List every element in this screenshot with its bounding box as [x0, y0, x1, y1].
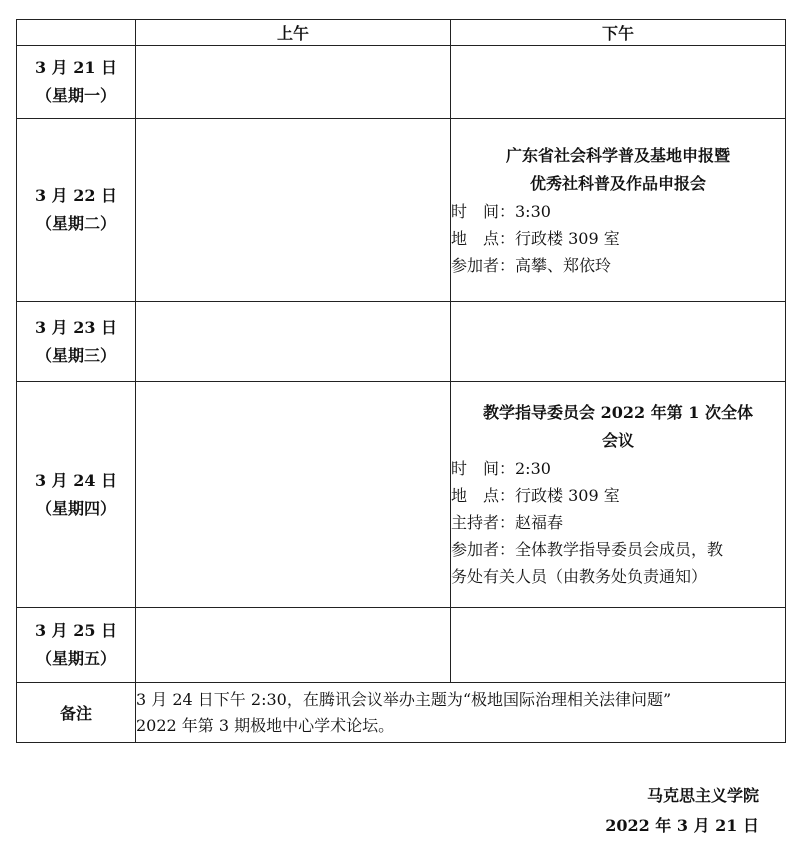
morning-cell	[136, 382, 451, 608]
day-date: 3 月 24 日	[34, 470, 118, 490]
day-label	[17, 608, 136, 683]
signature-block	[605, 781, 759, 841]
day-row-thursday	[17, 382, 786, 608]
event-title: 广东省社会科学普及基地申报暨	[505, 145, 730, 165]
event-title: 优秀社科普及作品申报会	[529, 173, 706, 193]
afternoon-cell	[451, 382, 786, 608]
day-row-friday	[17, 608, 786, 683]
afternoon-cell	[451, 119, 786, 302]
day-date: 3 月 21 日	[34, 58, 118, 77]
header-morning: 上午	[136, 20, 451, 46]
header-row	[17, 20, 786, 46]
day-label	[17, 119, 136, 302]
day-label	[17, 46, 136, 119]
event-title: 会议	[601, 431, 634, 450]
event-attendees: 务处有关人员（由教务处负责通知）	[451, 567, 708, 586]
morning-cell	[136, 608, 451, 683]
day-weekday: （星期一）	[35, 86, 116, 105]
event-place: 地 点：行政楼 309 室	[451, 228, 620, 248]
event-time: 时 间：2:30	[451, 459, 551, 478]
day-label	[17, 382, 136, 608]
header-afternoon: 下午	[451, 20, 786, 46]
signature-date: 2022 年 3 月 21 日	[605, 816, 759, 835]
notes-label: 备注	[17, 683, 136, 743]
day-label	[17, 302, 136, 382]
event-attendees: 参加者：高攀、郑依玲	[451, 255, 612, 275]
event-place: 地 点：行政楼 309 室	[451, 486, 620, 505]
afternoon-cell	[451, 608, 786, 683]
day-weekday: （星期三）	[35, 345, 116, 365]
header-blank	[17, 20, 136, 46]
event-host: 主持者：赵福春	[451, 513, 564, 532]
afternoon-cell	[451, 46, 786, 119]
day-weekday: （星期四）	[35, 498, 116, 518]
day-row-monday	[17, 46, 786, 119]
event-title: 教学指导委员会 2022 年第 1 次全体	[483, 403, 753, 422]
day-row-wednesday	[17, 302, 786, 382]
notes-line: 2022 年第 3 期极地中心学术论坛。	[136, 715, 395, 735]
day-date: 3 月 23 日	[34, 317, 118, 337]
morning-cell	[136, 302, 451, 382]
notes-row	[17, 683, 786, 743]
signature-org: 马克思主义学院	[646, 786, 759, 805]
day-weekday: （星期五）	[35, 649, 116, 668]
morning-cell	[136, 119, 451, 302]
afternoon-cell	[451, 302, 786, 382]
day-row-tuesday	[17, 119, 786, 302]
day-weekday: （星期二）	[35, 214, 116, 233]
day-date: 3 月 22 日	[34, 186, 118, 205]
notes-line: 3 月 24 日下午 2:30，在腾讯会议举办主题为“极地国际治理相关法律问题”	[136, 689, 672, 709]
notes-text	[136, 683, 786, 743]
schedule-table	[16, 19, 786, 743]
day-date: 3 月 25 日	[34, 621, 118, 640]
morning-cell	[136, 46, 451, 119]
event-attendees: 参加者：全体教学指导委员会成员，教	[451, 540, 724, 559]
event-time: 时 间：3:30	[451, 201, 551, 221]
